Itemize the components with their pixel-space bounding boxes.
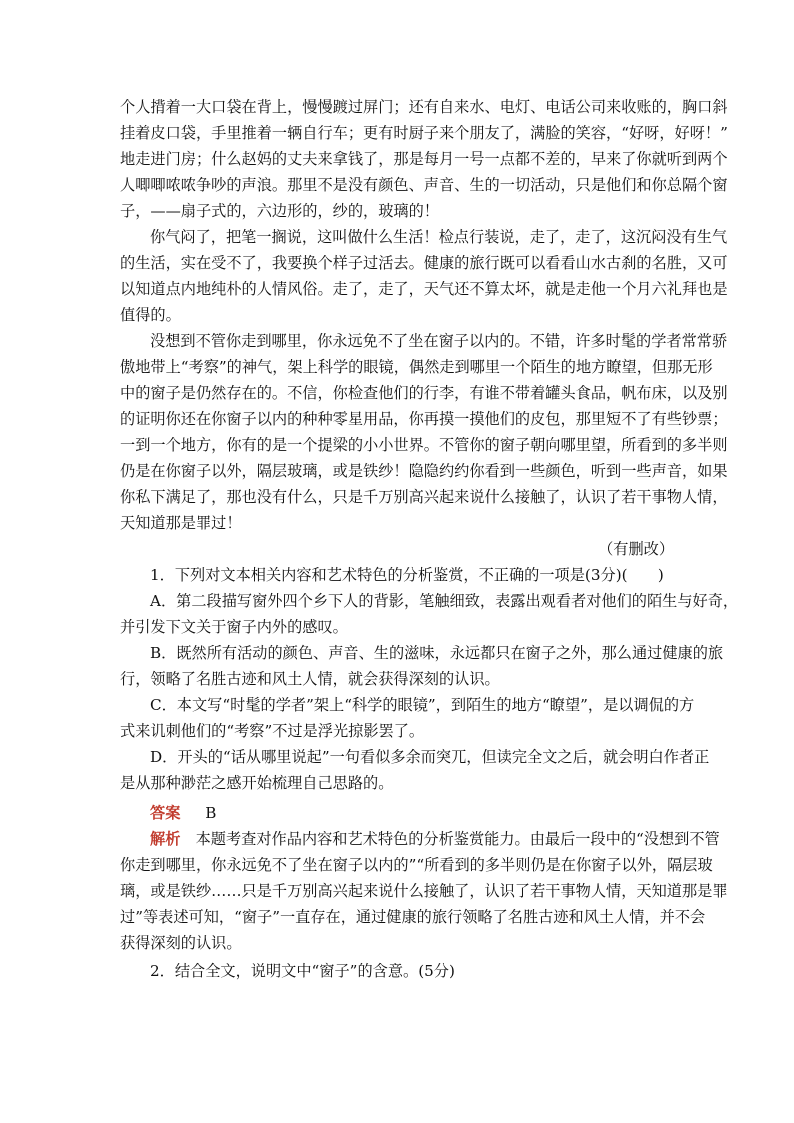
passage-line: 地走进门房；什么赵妈的丈夫来拿钱了，那是每月一号一点都不差的，早来了你就听到两个 <box>120 150 728 168</box>
question-1-stem: 1．下列对文本相关内容和艺术特色的分析鉴赏，不正确的一项是(3分)( ) <box>150 566 664 584</box>
passage-line: 仍是在你窗子以外，隔层玻璃，或是铁纱！隐隐约约你看到一些颜色，听到一些声音，如果 <box>120 462 728 480</box>
question-2-stem: 2．结合全文，说明文中“窗子”的含意。(5分) <box>150 962 455 980</box>
option-b-cont: 行，领略了名胜古迹和风土人情，就会获得深刻的认识。 <box>120 670 500 688</box>
analysis-line: 获得深刻的认识。 <box>120 934 242 952</box>
passage-line: 中的窗子是仍然存在的。不信，你检查他们的行李，有谁不带着罐头食品，帆布床，以及别 <box>120 384 728 402</box>
analysis-text: 本题考查对作品内容和艺术特色的分析鉴赏能力。由最后一段中的“没想到不管 <box>195 830 720 848</box>
passage-line: 没想到不管你走到哪里，你永远免不了坐在窗子以内的。不错，许多时髦的学者常常骄 <box>150 332 728 350</box>
option-c-cont: 式来讥刺他们的“考察”不过是浮光掠影罢了。 <box>120 722 425 740</box>
answer-line <box>150 803 674 823</box>
analysis-line: 过”等表述可知，“窗子”一直存在，通过健康的旅行领略了名胜古迹和风土人情，并不会 <box>120 908 706 926</box>
passage-line: 挂着皮口袋，手里推着一辆自行车；更有时厨子来个朋友了，满脸的笑容，“好呀，好呀！” <box>120 124 728 142</box>
passage-line: 一到一个地方，你有的是一个提梁的小小世界。不管你的窗子朝向哪里望，所看到的多半则 <box>120 436 728 454</box>
passage-line: 以知道点内地纯朴的人情风俗。走了，走了，天气还不算太坏，就是走他一个月六礼拜也是 <box>120 280 728 298</box>
passage-line: 的证明你还在你窗子以内的种种零星用品，你再摸一摸他们的皮包，那里短不了有些钞票； <box>120 410 728 428</box>
option-a: A．第二段描写窗外四个乡下人的背影，笔触细致，表露出观看者对他们的陌生与好奇， <box>150 592 739 610</box>
analysis-line: 你走到哪里，你永远免不了坐在窗子以内的”“所看到的多半则仍是在你窗子以外，隔层玻 <box>120 856 713 874</box>
analysis-line: 璃，或是铁纱……只是千万别高兴起来说什么接触了，认识了若干事物人情，天知道那是罪 <box>120 882 728 900</box>
source-note: （有删改） <box>598 540 674 558</box>
answer-value: B <box>205 804 217 822</box>
passage-line: 你气闷了，把笔一搁说，这叫做什么生活！检点行装说，走了，走了，这沉闷没有生气 <box>150 228 728 246</box>
passage-line: 子，——扇子式的，六边形的，纱的，玻璃的！ <box>120 202 439 220</box>
passage-line: 傲地带上“考察”的神气，架上科学的眼镜，偶然走到哪里一个陌生的地方瞭望，但那无形 <box>120 358 713 376</box>
passage-line: 个人揹着一大口袋在背上，慢慢踱过屏门；还有自来水、电灯、电话公司来收账的，胸口斜 <box>120 98 728 116</box>
passage-line: 的生活，实在受不了，我要换个样子过活去。健康的旅行既可以看看山水古刹的名胜，又可 <box>120 254 728 272</box>
answer-label: 答案 <box>150 804 181 822</box>
option-b: B．既然所有活动的颜色、声音、生的滋味，永远都只在窗子之外，那么通过健康的旅 <box>150 644 724 662</box>
analysis-label: 解析 <box>150 830 181 848</box>
passage-line: 人唧唧哝哝争吵的声浪。那里不是没有颜色、声音、生的一切活动，只是他们和你总隔个窗 <box>120 176 728 194</box>
option-d-cont: 是从那种渺茫之感开始梳理自己思路的。 <box>120 774 394 792</box>
passage-line: 你私下满足了，那也没有什么，只是千万别高兴起来说什么接触了，认识了若干事物人情， <box>120 488 728 506</box>
passage-line: 值得的。 <box>120 306 181 324</box>
option-d: D．开头的“话从哪里说起”一句看似多余而突兀，但读完全文之后，就会明白作者正 <box>150 748 710 766</box>
option-a-cont: 并引发下文关于窗子内外的感叹。 <box>120 618 348 636</box>
option-c: C．本文写“时髦的学者”架上“科学的眼镜”，到陌生的地方“瞭望”，是以调侃的方 <box>150 696 695 714</box>
analysis-line <box>150 829 720 849</box>
passage-line: 天知道那是罪过！ <box>120 514 242 532</box>
